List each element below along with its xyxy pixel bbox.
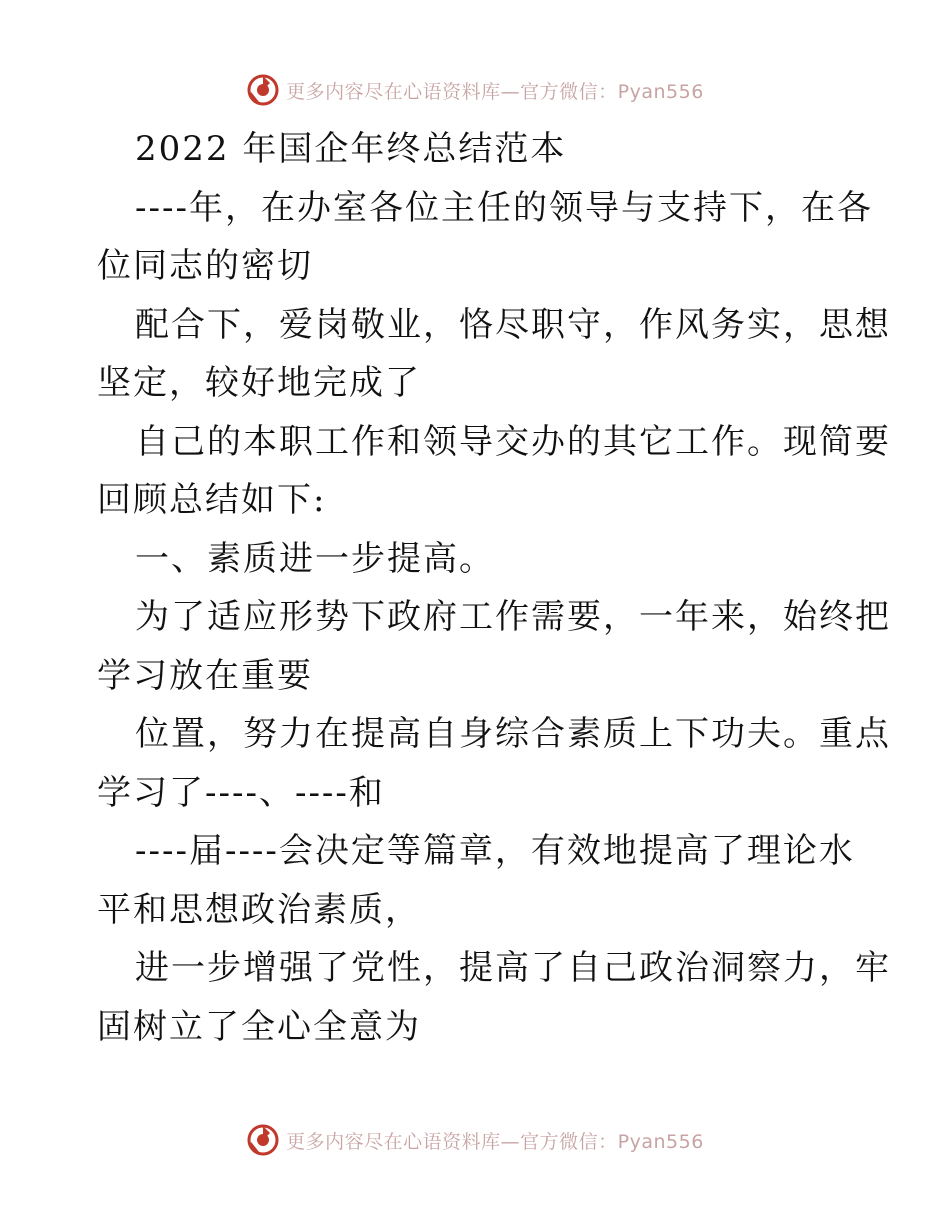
- document-title: 2022 年国企年终总结范本: [135, 129, 567, 169]
- paragraph-line: 学习放在重要: [97, 655, 313, 696]
- paragraph-line: 平和思想政治素质，: [97, 889, 421, 930]
- logo-icon: [246, 1123, 280, 1157]
- paragraph-line: 固树立了全心全意为: [97, 1006, 421, 1047]
- paragraph-line: 学习了----、----和: [97, 772, 385, 813]
- header-banner: [0, 70, 950, 110]
- paragraph-line: ----年，在办室各位主任的领导与支持下，在各: [135, 187, 873, 228]
- paragraph-line: 位置，努力在提高自身综合素质上下功夫。重点: [135, 714, 891, 754]
- paragraph-line: 配合下，爱岗敬业，恪尽职守，作风务实，思想: [135, 304, 891, 345]
- logo-icon: [246, 73, 280, 107]
- header-banner-text: 更多内容尽在心语资料库—官方微信：Pyan556: [286, 80, 704, 103]
- paragraph-line: 进一步增强了党性，提高了自己政治洞察力，牢: [135, 948, 891, 988]
- footer-banner: [0, 1120, 950, 1160]
- paragraph-line: 回顾总结如下:: [97, 480, 327, 520]
- paragraph-line: 位同志的密切: [97, 246, 313, 286]
- section-heading: 一、素质进一步提高。: [135, 538, 495, 579]
- paragraph-line: 自己的本职工作和领导交办的其它工作。现简要: [135, 421, 891, 462]
- paragraph-line: 为了适应形势下政府工作需要，一年来，始终把: [135, 597, 891, 637]
- paragraph-line: ----届----会决定等篇章，有效地提高了理论水: [135, 831, 855, 871]
- footer-banner-text: 更多内容尽在心语资料库—官方微信：Pyan556: [286, 1130, 704, 1153]
- document-body: [97, 120, 891, 1056]
- paragraph-line: 坚定，较好地完成了: [97, 363, 421, 403]
